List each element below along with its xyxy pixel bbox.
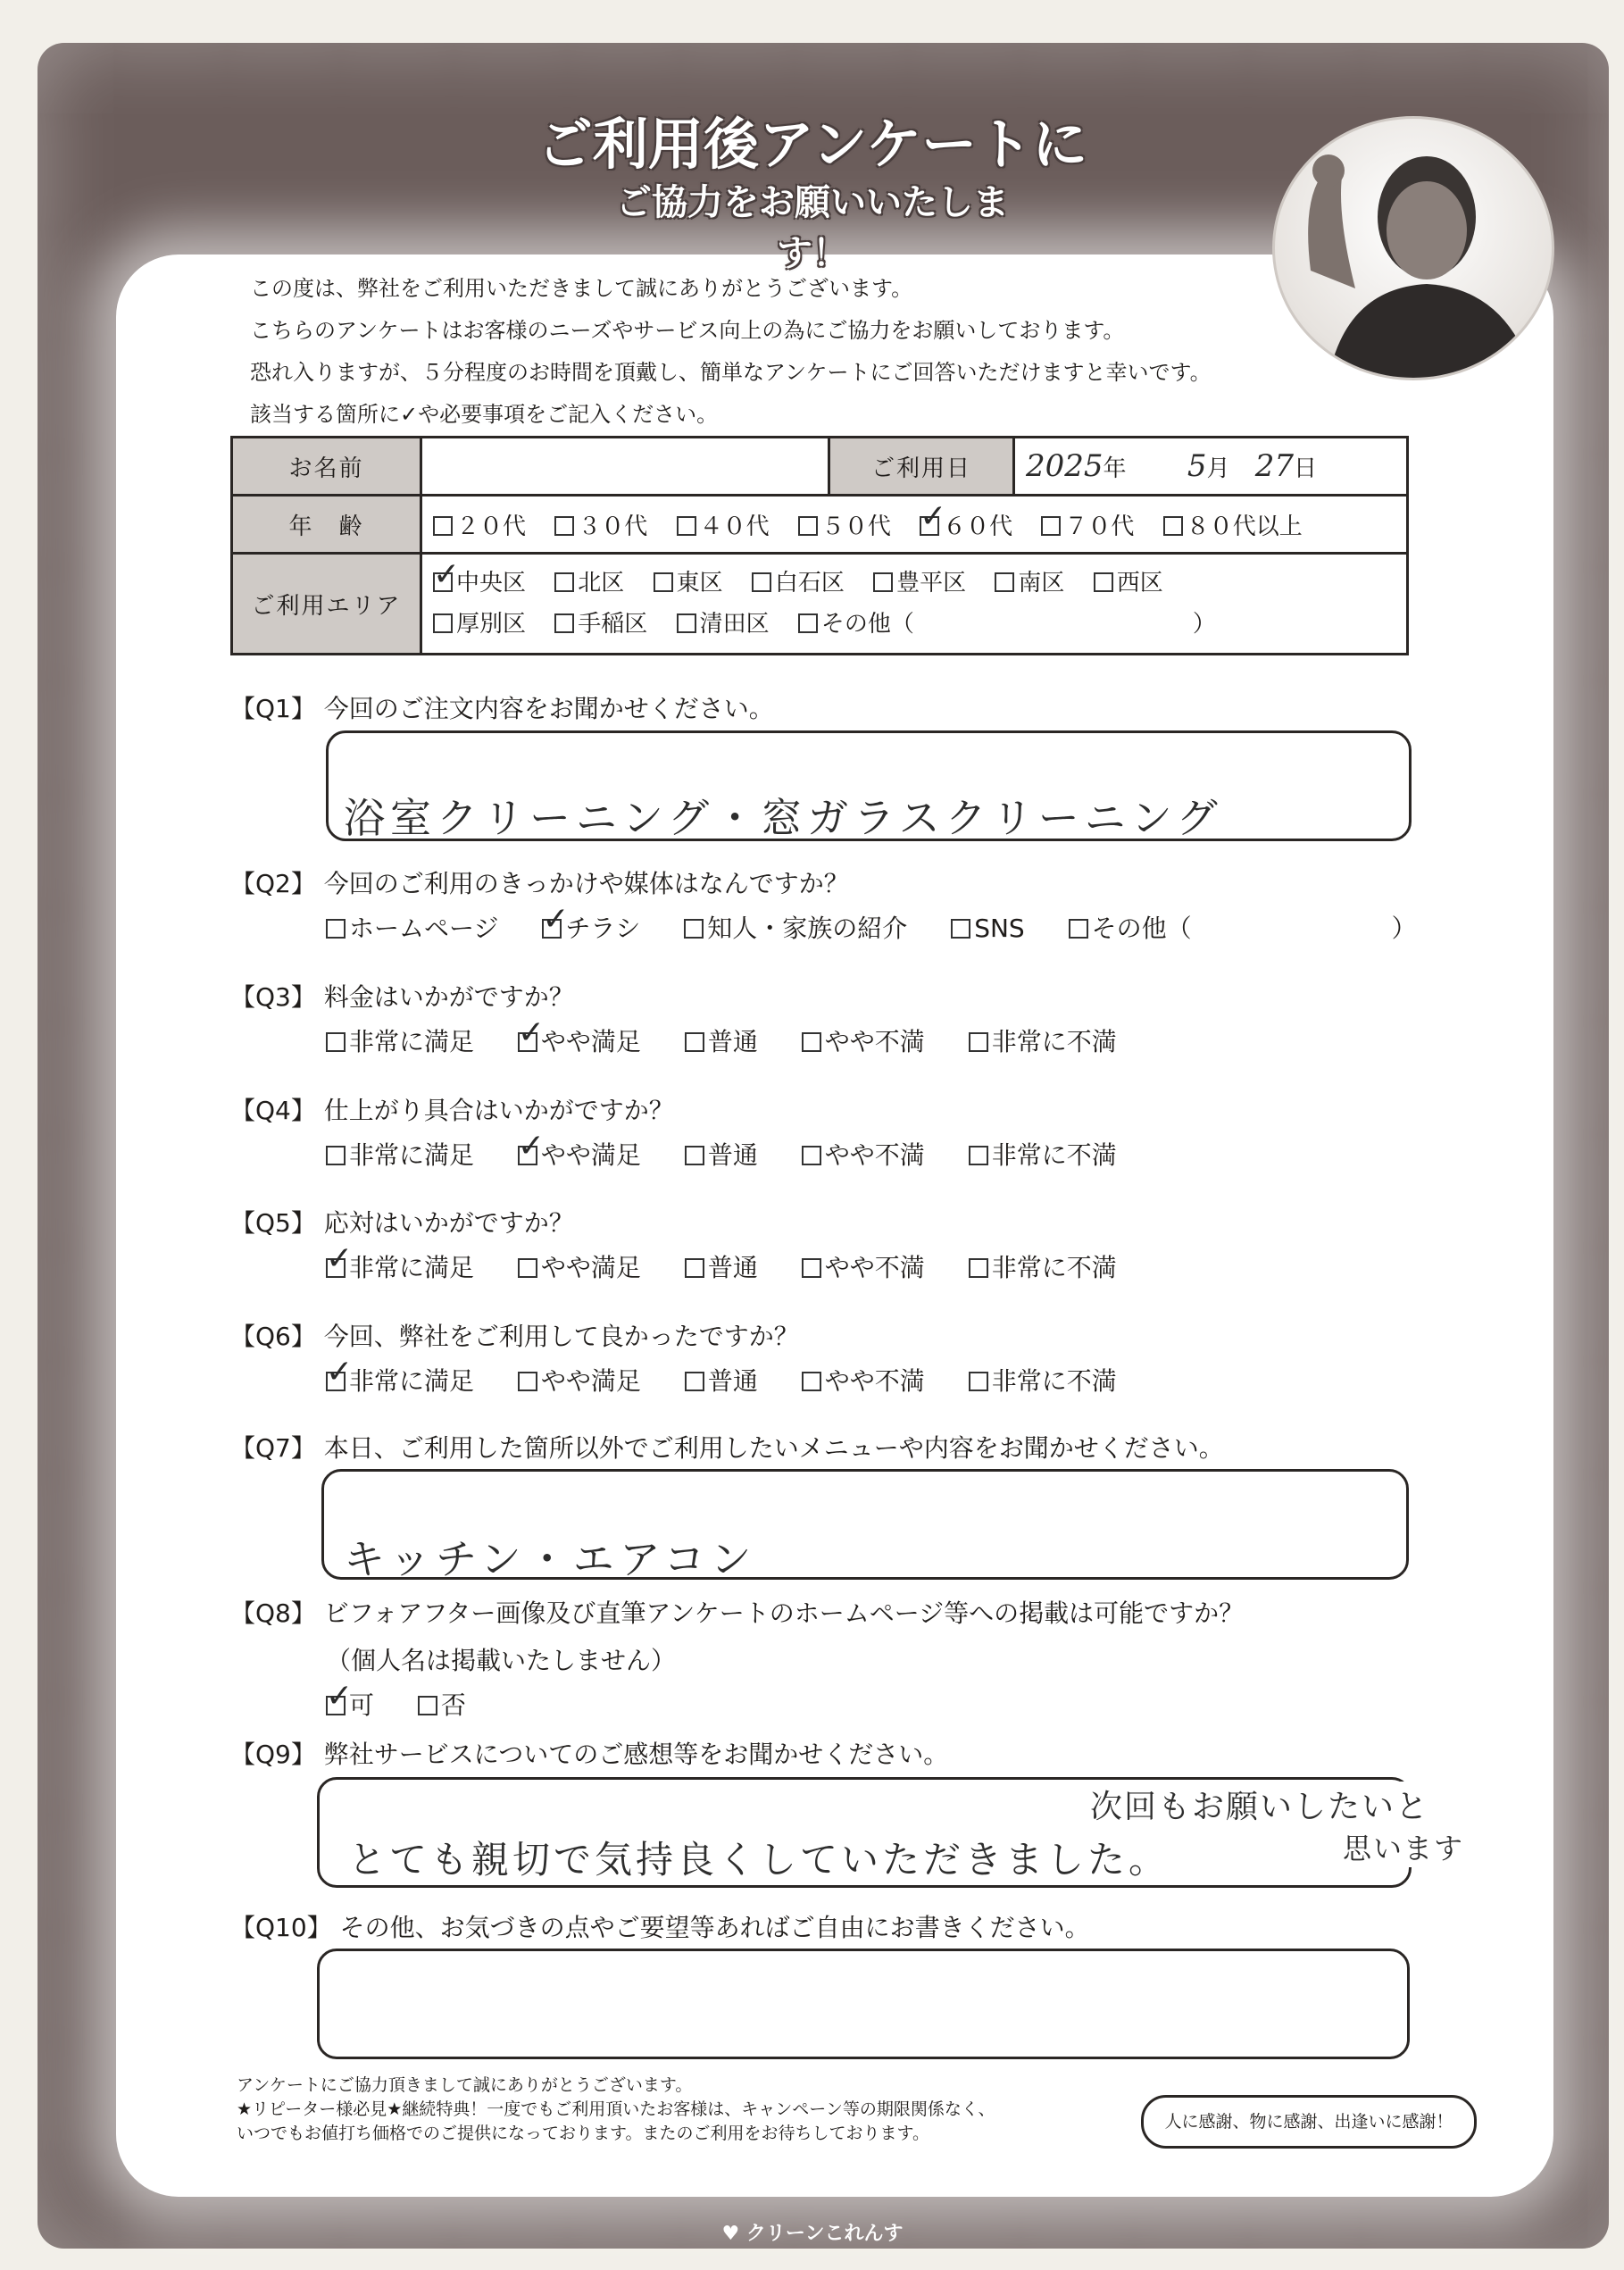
area-option[interactable]: 手稲区 [554,604,647,645]
age-option[interactable]: ８０代以上 [1163,508,1303,541]
checkbox-icon[interactable] [1163,516,1183,536]
checkbox-icon[interactable] [802,1258,821,1278]
area-option[interactable]: 豊平区 [873,563,966,604]
area-option[interactable]: 白石区 [752,563,845,604]
q2-option[interactable]: その他（ ） [1069,909,1417,945]
q2-option[interactable]: ホームページ [326,909,498,945]
checkbox-icon[interactable] [685,1372,704,1391]
q6-option[interactable]: 非常に不満 [969,1362,1117,1398]
date-label: ご利用日 [829,438,1014,496]
footer-line: いつでもお値打ち価格でのご提供になっております。またのご利用をお待ちしております。 [237,2124,929,2143]
q5-option[interactable]: 普通 [685,1248,758,1284]
q6-option[interactable]: 普通 [685,1362,758,1398]
name-label: お名前 [232,438,421,496]
area-option[interactable]: その他（ ） [798,604,1216,645]
age-option[interactable]: ７０代 [1041,508,1134,541]
checkbox-icon[interactable] [752,572,771,592]
checkbox-icon[interactable] [677,516,696,536]
q8-label: 【Q8】 ビフォアフター画像及び直筆アンケートのホームページ等への掲載は可能ですか？ [230,1598,1245,1628]
checkbox-icon[interactable] [677,613,696,633]
age-option[interactable]: ５０代 [798,508,891,541]
checkbox-icon[interactable] [873,572,893,592]
q10-answer-box[interactable] [317,1949,1410,2059]
checkbox-icon[interactable] [920,516,939,536]
q5-label: 【Q5】 応対はいかがですか？ [230,1208,574,1238]
date-day-unit: 日 [1294,455,1318,482]
checkbox-icon[interactable] [554,613,574,633]
q4-options [326,1136,1153,1172]
checkbox-icon[interactable] [654,572,673,592]
checkbox-icon[interactable] [326,1372,346,1391]
customer-info-table [230,436,1409,655]
checkbox-icon[interactable] [685,1258,704,1278]
q6-option[interactable]: やや満足 [518,1362,641,1398]
staff-photo [1272,116,1554,380]
area-option[interactable]: 南区 [995,563,1064,604]
checkbox-icon[interactable] [433,516,453,536]
q2-option[interactable]: 知人・家族の紹介 [684,909,907,945]
checkbox-icon[interactable] [802,1032,821,1052]
q6-option[interactable]: ✓非常に満足 [326,1362,474,1398]
q4-label: 【Q4】 仕上がり具合はいかがですか？ [230,1096,674,1125]
q8-note: （個人名は掲載いたしません） [326,1646,677,1675]
date-field[interactable] [1014,438,1408,496]
q8-options [326,1686,502,1722]
q3-option[interactable]: やや不満 [802,1022,925,1058]
q5-option[interactable]: やや不満 [802,1248,925,1284]
q4-option[interactable]: 普通 [685,1136,758,1172]
q9-label: 【Q9】 弊社サービスについてのご感想等をお聞かせください。 [230,1740,949,1769]
q4-option[interactable]: ✓ やや満足 [518,1136,641,1172]
checkbox-icon[interactable] [685,1032,704,1052]
checkbox-icon[interactable] [969,1372,988,1391]
area-option[interactable]: 清田区 [677,604,770,645]
checkbox-icon[interactable] [433,572,453,592]
footer-text [237,2074,995,2146]
age-option[interactable]: ✓ ６０代 [920,508,1012,541]
area-option[interactable]: 厚別区 [433,604,526,645]
date-month-unit: 月 [1206,455,1230,482]
q2-option[interactable]: ✓ チラシ [542,909,640,945]
intro-line: こちらのアンケートはお客様のニーズやサービス向上の為にご協力をお願いしております。 [250,318,1125,343]
q3-option[interactable]: 非常に満足 [326,1022,474,1058]
date-year-unit: 年 [1103,455,1127,482]
checkbox-icon[interactable] [951,919,970,939]
area-option[interactable]: 北区 [554,563,624,604]
age-label: 年 齢 [232,496,421,554]
checkbox-icon[interactable] [518,1032,537,1052]
intro-line: この度は、弊社をご利用いただきまして誠にありがとうございます。 [250,276,913,301]
area-option[interactable]: ✓中央区 [433,563,526,604]
name-field[interactable] [421,438,829,496]
footer-line: アンケートにご協力頂きまして誠にありがとうございます。 [237,2075,693,2095]
q5-option[interactable]: ✓非常に満足 [326,1248,474,1284]
logo-text: クリーンこれんす [745,2223,904,2245]
staff-photo-icon [1275,119,1552,378]
checkbox-icon[interactable] [995,572,1014,592]
age-option[interactable]: ４０代 [677,508,770,541]
checkbox-icon[interactable] [542,919,562,939]
heart-logo-icon: ♥ [721,2223,740,2245]
q6-label: 【Q6】 今回、弊社をご利用して良かったですか？ [230,1322,799,1351]
q3-option[interactable]: 非常に不満 [969,1022,1117,1058]
q10-label: 【Q10】 その他、お気づきの点やご要望等あればご自由にお書きください。 [230,1913,1090,1942]
motto-badge: 人に感謝、物に感謝、出逢いに感謝！ [1141,2095,1477,2149]
q9-answer-upper: 次回もお願いしたいと [1085,1782,1435,1827]
q2-label: 【Q2】 今回のご利用のきっかけや媒体はなんですか？ [230,869,849,898]
date-day: 27 [1254,448,1294,484]
q3-option[interactable]: ✓ やや満足 [518,1022,641,1058]
q5-option[interactable]: 非常に不満 [969,1248,1117,1284]
checkbox-icon[interactable] [1041,516,1061,536]
checkbox-icon[interactable] [685,1146,704,1165]
q8-option[interactable]: ✓可 [326,1686,374,1722]
checkbox-icon[interactable] [802,1146,821,1165]
checkbox-icon[interactable] [798,613,818,633]
q4-option[interactable]: 非常に満足 [326,1136,474,1172]
q8-option[interactable]: 否 [418,1686,466,1722]
checkbox-icon[interactable] [326,1258,346,1278]
company-logo [705,2216,920,2252]
q5-option[interactable]: やや満足 [518,1248,641,1284]
area-option[interactable]: 東区 [654,563,723,604]
area-options [421,554,1408,655]
q1-answer: 浴室クリーニング・窓ガラスクリーニング [344,794,1223,842]
q7-label: 【Q7】 本日、ご利用した箇所以外でご利用したいメニューや内容をお聞かせください。 [230,1433,1224,1463]
q4-option[interactable]: 非常に不満 [969,1136,1117,1172]
date-month: 5 [1187,448,1207,484]
survey-subtitle: ご協力をお願いいたします！ [616,182,1009,274]
q4-option[interactable]: やや不満 [802,1136,925,1172]
checkbox-icon[interactable] [554,516,574,536]
q3-label: 【Q3】 料金はいかがですか？ [230,982,574,1012]
area-label: ご利用エリア [232,554,421,655]
checkbox-icon[interactable] [554,572,574,592]
checkbox-icon[interactable] [798,516,818,536]
age-option[interactable]: ３０代 [554,508,647,541]
checkbox-icon[interactable] [518,1258,537,1278]
q2-options [326,909,1453,945]
age-option[interactable]: ２０代 [433,508,526,541]
checkbox-icon[interactable] [1069,919,1088,939]
checkbox-icon[interactable] [433,613,453,633]
q9-answer: とても親切で気持良くしていただきました。 [348,1838,1170,1882]
survey-title: ご利用後アンケートに [537,112,1088,177]
checkbox-icon[interactable] [1094,572,1113,592]
area-option[interactable]: 西区 [1094,563,1163,604]
q2-option[interactable]: SNS [951,914,1025,943]
checkbox-icon[interactable] [969,1146,988,1165]
checkbox-icon[interactable] [969,1032,988,1052]
date-year: 2025 [1026,448,1103,484]
age-options [421,496,1408,554]
checkbox-icon[interactable] [418,1696,437,1715]
footer-line: ★リピーター様必見★継続特典！一度でもご利用頂いたお客様は、キャンペーン等の期限関係なく、 [237,2099,995,2119]
checkbox-icon[interactable] [684,919,704,939]
checkbox-icon[interactable] [326,1032,346,1052]
checkbox-icon[interactable] [969,1258,988,1278]
q3-options [326,1022,1153,1058]
q1-label: 【Q1】 今回のご注文内容をお聞かせください。 [230,694,774,723]
checkbox-icon[interactable] [326,1146,346,1165]
checkbox-icon[interactable] [326,919,346,939]
q3-option[interactable]: 普通 [685,1022,758,1058]
intro-text [250,268,1212,436]
q5-options [326,1248,1153,1284]
checkbox-icon[interactable] [326,1696,346,1715]
intro-line: 該当する箇所に✓や必要事項をご記入ください。 [250,402,719,427]
q6-options [326,1362,1153,1398]
checkbox-icon[interactable] [802,1372,821,1391]
checkbox-icon[interactable] [518,1372,537,1391]
intro-line: 恐れ入りますが、５分程度のお時間を頂戴し、簡単なアンケートにご回答いただけますと幸いです。 [250,360,1212,385]
q6-option[interactable]: やや不満 [802,1362,925,1398]
checkbox-icon[interactable] [518,1146,537,1165]
q7-answer: キッチン・エアコン [344,1535,757,1583]
q9-answer-side: 思います [1339,1826,1468,1867]
